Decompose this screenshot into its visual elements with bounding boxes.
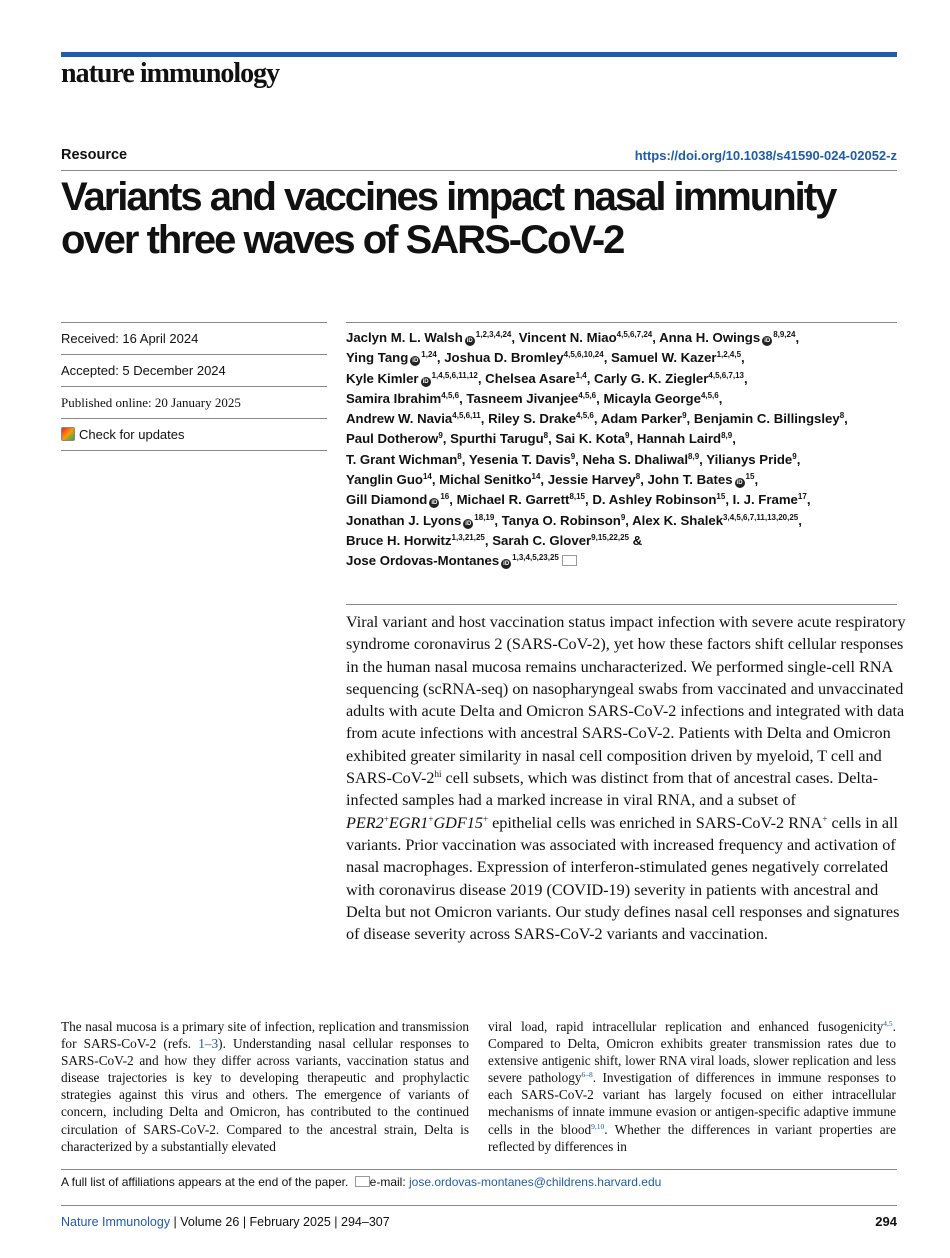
body-text: . Whether the differences in variant properties are reflected by differences in (488, 1121, 896, 1154)
abstract-text: epithelial cells was enriched in SARS-CoV-2 RNA (488, 813, 823, 832)
author-name[interactable]: Vincent N. Miao (518, 330, 617, 345)
author-name[interactable]: Sarah C. Glover (492, 532, 592, 548)
author-name[interactable]: Tanya O. Robinson (501, 512, 621, 528)
author-line: Samira Ibrahim$^{4,5,6}$, Tasneem Jivanjee$^{4,5,6}$, Micayla George$^{4,5,6}$, (346, 390, 723, 406)
author-name[interactable]: John T. Bates (647, 472, 733, 488)
affiliation-sup: 14 (531, 472, 541, 482)
affiliation-sup: 1,3,21,25 (451, 532, 485, 542)
author-name[interactable]: Bruce H. Horwitz (346, 532, 452, 548)
affiliation-sup: 1,24 (421, 350, 437, 360)
article-title (61, 176, 911, 262)
affiliation-sup: 4,5,6,11 (452, 411, 481, 421)
affiliation-sup: 9 (570, 451, 576, 461)
check-updates-button[interactable] (61, 427, 327, 442)
affiliation-sup: 8,9,24 (773, 330, 796, 339)
email-link[interactable]: jose.ordovas-montanes@childrens.harvard.edu (409, 1175, 662, 1189)
meta-divider-bottom (61, 450, 327, 451)
gene-name: GDF15 (433, 813, 483, 832)
author-name[interactable]: Michael R. Garrett (456, 492, 570, 508)
published-date: Published online: 20 January 2025 (61, 395, 241, 410)
affiliation-sup: 15 (716, 492, 726, 502)
author-list (346, 328, 901, 572)
plus-superscript: + (822, 813, 828, 824)
orcid-icon[interactable]: iD (503, 561, 510, 568)
journal-logo: nature immunology (61, 58, 280, 89)
affiliation-sup: 9,15,22,25 (591, 532, 629, 542)
author-name[interactable]: Yesenia T. Davis (468, 451, 571, 467)
affiliation-sup: 4,5,6,10,24 (563, 350, 604, 360)
author-name[interactable]: Yanglin Guo (346, 472, 423, 488)
affiliation-sup: 8 (839, 411, 845, 421)
email-label: e-mail: (369, 1175, 409, 1189)
reference-link[interactable]: 9,10 (591, 1121, 605, 1131)
affiliation-sup: 18,19 (474, 512, 495, 522)
abstract-text: cell subsets, which was distinct from that of ancestral cases. Delta-infected samples had a marked increase in viral RNA, and a subset of (346, 769, 878, 810)
plus-superscript: + (383, 813, 389, 824)
body-text: The nasal mucosa is a primary site of infection, replication and transmission for SARS-CoV-2 (refs. (61, 1019, 469, 1052)
affiliation-sup: 1,4,5,6,11,12 (431, 370, 478, 380)
affiliation-sup: 8,9 (688, 451, 700, 461)
envelope-icon (355, 1176, 370, 1187)
abstract-divider (346, 604, 897, 605)
author-name[interactable]: Jessie Harvey (547, 472, 636, 488)
affiliation-sup: 9 (438, 431, 443, 441)
author-name[interactable]: D. Ashley Robinson (592, 492, 717, 508)
top-color-bar (61, 52, 897, 57)
author-line: T. Grant Wichman$^8$, Yesenia T. Davis$^9$, Neha S. Dhaliwal$^{8,9}$, Yilianys Pride$^9$, (346, 451, 801, 467)
affiliation-sup: 1,2,4,5 (716, 350, 742, 360)
author-name[interactable]: Adam Parker (600, 411, 683, 427)
author-name[interactable]: Kyle Kimler (346, 370, 419, 386)
orcid-icon[interactable]: iD (466, 338, 473, 344)
footer-volume: | Volume 26 | February 2025 | 294–307 (170, 1215, 390, 1229)
author-name[interactable]: Andrew W. Navia (346, 411, 453, 427)
affiliation-sup: 4,5,6,7,24 (616, 330, 653, 339)
author-name[interactable]: Micayla George (603, 390, 701, 406)
affiliation-sup: 8 (543, 431, 549, 441)
body-column-left (61, 1018, 469, 1155)
author-name[interactable]: Alex K. Shalek (632, 512, 724, 528)
affiliation-sup: 4,5,6,7,13 (708, 370, 744, 380)
affiliation-sup: 8,15 (569, 492, 586, 502)
author-ampersand: & (632, 532, 643, 548)
orcid-icon[interactable]: iD (465, 520, 472, 527)
author-name[interactable]: Tasneem Jivanjee (466, 390, 579, 406)
authors-divider-top (346, 322, 897, 323)
gene-name: PER2 (346, 813, 384, 832)
reference-link[interactable]: 1–3 (198, 1036, 219, 1052)
plus-superscript: + (482, 813, 489, 824)
body-text: . Investigation of differences in immune responses to each SARS-CoV-2 variant has largely focused on either intracellular mechanisms of innate immune evasion or antigen-specific adaptive immune cells in the blood (488, 1070, 896, 1137)
author-line: Jonathan J. Lyons iD$^{18,19}$, Tanya O. Robinson$^9$, Alex K. Shalek$^{3,4,5,6,7,11,13,20,25}$, (346, 512, 802, 528)
body-column-right (488, 1018, 896, 1155)
orcid-icon[interactable]: iD (764, 338, 771, 344)
author-name[interactable]: Paul Dotherow (346, 431, 439, 447)
affiliation-sup: 9 (682, 411, 687, 421)
body-text: viral load, rapid intracellular replication and enhanced fusogenicity (488, 1019, 884, 1034)
meta-divider (61, 354, 327, 355)
author-name[interactable]: Riley S. Drake (488, 411, 577, 427)
affiliation-sup: 9 (625, 431, 630, 441)
affiliation-sup: 15 (745, 472, 755, 482)
author-name[interactable]: Jose Ordovas-Montanes (346, 553, 500, 569)
meta-divider (61, 418, 327, 419)
author-line: Yanglin Guo$^{14}$, Michal Senitko$^{14}$, Jessie Harvey$^8$, John T. Bates $iD^{15}$, (346, 472, 759, 488)
author-name[interactable]: Neha S. Dhaliwal (582, 451, 689, 467)
author-line: Paul Dotherow$^9$, Spurthi Tarugu$^8$, Sai K. Kota$^9$, Hannah Laird$^{8,9}$, (346, 431, 736, 447)
page-number: 294 (875, 1214, 897, 1229)
affiliation-sup: 3,4,5,6,7,11,13,20,25 (723, 512, 799, 522)
abstract-text: Viral variant and host vaccination status impact infection with severe acute respiratory syndrome coronavirus 2 (SARS-CoV-2), yet how these factors shift cellular responses in the human nasal mucosa remains uncharacterized. We performed single-cell RNA sequencing (scRNA-seq) on nasopharyngeal swabs from vaccinated and unvaccinated adults with acute Delta and Omicron SARS-CoV-2 infections and integrated with data from acute infections with ancestral SARS-CoV-2. Patients with Delta and Omicron exhibited greater similarity in nasal cell composition driven by myeloid, T cell and SARS-CoV-2 (346, 613, 906, 788)
orcid-icon[interactable]: iD (431, 500, 438, 507)
affiliation-sup: 9 (792, 451, 797, 461)
footnote-divider (61, 1169, 897, 1170)
envelope-icon[interactable] (562, 555, 577, 566)
affiliation-sup: 4,5,6 (700, 390, 719, 400)
author-name[interactable]: Hannah Laird (636, 431, 722, 447)
author-name[interactable]: Joshua D. Bromley (444, 350, 564, 366)
author-name[interactable]: Spurthi Tarugu (450, 431, 544, 447)
author-name[interactable]: Gill Diamond (346, 492, 428, 508)
doi-link[interactable]: https://doi.org/10.1038/s41590-024-02052-z (634, 148, 897, 163)
check-updates-label: Check for updates (79, 427, 185, 442)
received-date: Received: 16 April 2024 (61, 331, 199, 346)
affiliation-sup: 17 (797, 492, 807, 502)
author-line (346, 551, 901, 571)
affiliation-sup: 8,9 (721, 431, 733, 441)
affiliation-sup: 1,4 (575, 370, 587, 380)
footer-divider (61, 1205, 897, 1206)
affiliation-sup: 4,5,6 (576, 411, 594, 421)
gene-name: EGR1 (388, 813, 429, 832)
footer-citation (61, 1215, 390, 1229)
author-name[interactable]: Carly G. K. Ziegler (594, 370, 709, 386)
title-line-1: Variants and vaccines impact nasal immunity (61, 175, 836, 219)
article-type-label: Resource (61, 147, 128, 163)
author-name[interactable]: Anna H. Owings (659, 330, 761, 345)
title-line-2: over three waves of SARS-CoV-2 (61, 218, 624, 262)
affiliation-sup: 4,5,6 (578, 390, 597, 400)
header-divider (61, 170, 897, 171)
author-name[interactable]: Ying Tang (346, 350, 409, 366)
affiliation-sup: 9 (620, 512, 626, 522)
author-line: Bruce H. Horwitz$^{1,3,21,25}$, Sarah C. Glover$^{9,15,22,25}$ & (346, 532, 643, 548)
author-line: Kyle Kimler iD$^{1,4,5,6,11,12}$, Chelsea Asare$^{1,4}$, Carly G. K. Ziegler$^{4,5,6,7,13}$, (346, 370, 748, 386)
author-line: Ying Tang iD$^{1,24}$, Joshua D. Bromley$^{4,5,6,10,24}$, Samuel W. Kazer$^{1,2,4,5}$, (346, 350, 745, 366)
meta-divider (61, 386, 327, 387)
affiliation-sup: 14 (422, 472, 432, 482)
footer-journal-link[interactable]: Nature Immunology (61, 1215, 171, 1229)
author-name[interactable]: I. J. Frame (732, 492, 798, 508)
author-name[interactable]: Michal Senitko (439, 472, 532, 488)
orcid-icon[interactable]: iD (422, 378, 429, 385)
author-line: Andrew W. Navia$^{4,5,6,11}$, Riley S. Drake$^{4,5,6}$, Adam Parker$^9$, Benjamin C. Billingsley$^8$, (346, 411, 848, 427)
author-name[interactable]: Samuel W. Kazer (611, 350, 717, 366)
accepted-date: Accepted: 5 December 2024 (61, 363, 226, 378)
affiliations-footnote (61, 1175, 661, 1189)
orcid-icon[interactable]: iD (736, 480, 743, 487)
author-name[interactable]: Jaclyn M. L. Walsh (346, 330, 463, 345)
author-name[interactable]: Yilianys Pride (706, 451, 793, 467)
author-name[interactable]: Jonathan J. Lyons (346, 512, 462, 528)
abstract (346, 611, 906, 945)
affiliation-sup: 4,5,6 (441, 390, 460, 400)
author-name[interactable]: Sai K. Kota (555, 431, 626, 447)
reference-link[interactable]: 4,5 (883, 1019, 893, 1028)
check-updates-icon (61, 427, 75, 441)
author-line: Jaclyn M. L. Walsh iD$^{1,2,3,4,24}$, Vincent N. Miao$^{4,5,6,7,24}$, Anna H. Owings iD$^{8,9,24}$, (346, 330, 800, 345)
abstract-text: cells in all variants. Prior vaccination was associated with increased frequency and activation of nasal macrophages. Expression of interferon-stimulated genes negatively correlated with coronavirus disease 2019 (COVID-19) severity in patients with ancestral and Delta but not Omicron variants. Our study defines nasal cell responses and signatures of disease severity across SARS-CoV-2 variants and vaccination. (346, 813, 900, 944)
author-name[interactable]: Benjamin C. Billingsley (693, 411, 840, 427)
author-line: Gill Diamond $iD^{16}$, Michael R. Garrett$^{8,15}$, D. Ashley Robinson$^{15}$, I. J. Frame$^{17}$, (346, 492, 811, 508)
affiliation-sup: 1,2,3,4,24 (475, 330, 512, 339)
affiliation-sup: 8 (457, 451, 462, 461)
body-text: . Compared to Delta, Omicron exhibits greater transmission rates due to extensive antigenic shift, lower RNA viral loads, slower replication and less severe pathology (488, 1019, 896, 1086)
affiliation-sup: 16 (440, 492, 450, 502)
author-name[interactable]: Chelsea Asare (485, 370, 576, 386)
footnote-text: A full list of affiliations appears at the end of the paper. (61, 1175, 349, 1189)
hi-superscript: hi (434, 769, 442, 780)
meta-divider-top (61, 322, 327, 323)
plus-superscript: + (428, 813, 434, 824)
orcid-icon[interactable]: iD (412, 358, 419, 365)
body-text: ). Understanding nasal cellular responses to SARS-CoV-2 and how they differ across variants, vaccination status and disease trajectories is key to developing therapeutic and prophylactic strategies against this virus and others. The emergence of variants of concern, including Delta and Omicron, has contributed to the continued circulation of SARS-CoV-2. Compared to the ancestral strain, Delta is characterized by a substantially elevated (61, 1036, 470, 1154)
author-name[interactable]: Samira Ibrahim (346, 390, 442, 406)
affiliation-sup: 1,3,4,5,23,25 (512, 553, 559, 563)
reference-link[interactable]: 6–8 (581, 1070, 593, 1080)
affiliation-sup: 8 (635, 472, 641, 482)
author-name[interactable]: T. Grant Wichman (346, 451, 458, 467)
